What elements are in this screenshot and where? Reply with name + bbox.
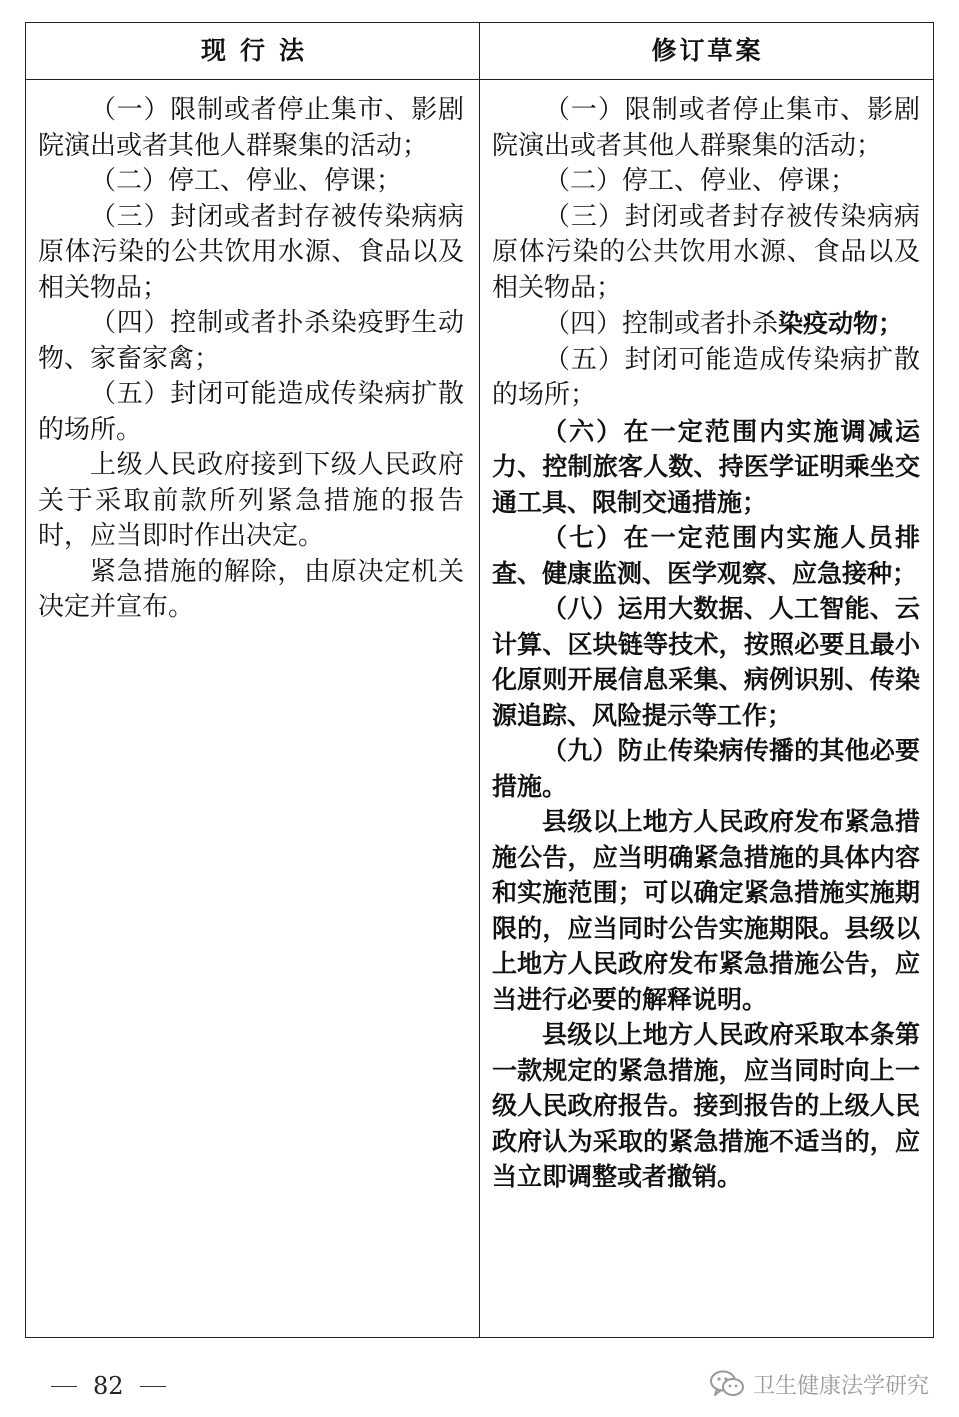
draft-paragraph-10: 县级以上地方人民政府发布紧急措施公告，应当明确紧急措施的具体内容和实施范围；可以确定紧急措施实施期限的，应当同时公告实施期限。县级以上地方人民政府发布紧急措施公告，应当进行必要的解释说明。	[492, 807, 920, 1014]
draft-paragraph-6: （六）在一定范围内实施调减运力、控制旅客人数、持医学证明乘坐交通工具、限制交通措施；	[492, 416, 920, 517]
draft-paragraph-8: （八）运用大数据、人工智能、云计算、区块链等技术，按照必要且最小化原则开展信息采集、病例识别、传染源追踪、风险提示等工作；	[492, 594, 920, 730]
page-footer	[35, 1366, 182, 1406]
draft-paragraph-3: （三）封闭或者封存被传染病病原体污染的公共饮用水源、食品以及相关物品；	[492, 201, 920, 303]
header-revised-draft: 修订草案	[651, 36, 764, 65]
draft-paragraph-9: （九）防止传染病传播的其他必要措施。	[492, 736, 920, 801]
draft-paragraph-4-text: （四）控制或者扑杀	[544, 309, 779, 339]
draft-paragraph-5: （五）封闭可能造成传染病扩散的场所；	[492, 344, 920, 410]
wechat-icon	[709, 1369, 745, 1399]
draft-paragraph-7: （七）在一定范围内实施人员排查、健康监测、医学观察、应急接种；	[492, 523, 920, 588]
watermark-text: 卫生健康法学研究	[752, 1373, 929, 1399]
revised-draft-column	[492, 93, 920, 1195]
current-law-paragraph: （三）封闭或者封存被传染病病原体污染的公共饮用水源、食品以及相关物品；	[38, 201, 464, 303]
current-law-paragraph: （五）封闭可能造成传染病扩散的场所。	[38, 379, 464, 445]
footer-dash-left	[51, 1386, 77, 1387]
current-law-paragraph: 紧急措施的解除，由原决定机关决定并宣布。	[38, 556, 464, 622]
page-number: 82	[93, 1372, 124, 1400]
draft-paragraph-4-emphasis: 染疫动物；	[778, 309, 904, 338]
draft-paragraph-11: 县级以上地方人民政府采取本条第一款规定的紧急措施，应当同时向上一级人民政府报告。接到报告的上级人民政府认为采取的紧急措施不适当的，应当立即调整或者撤销。	[492, 1020, 920, 1191]
draft-paragraph-4	[492, 306, 920, 343]
current-law-paragraph: （四）控制或者扑杀染疫野生动物、家畜家禽；	[38, 308, 464, 374]
current-law-column	[38, 93, 464, 626]
draft-paragraph-2: （二）停工、停业、停课；	[544, 166, 857, 196]
draft-paragraph-1: （一）限制或者停止集市、影剧院演出或者其他人群聚集的活动；	[492, 95, 920, 161]
comparison-table	[25, 22, 934, 1338]
footer-dash-right	[140, 1386, 166, 1387]
header-current-law: 现行法	[200, 36, 318, 65]
current-law-paragraph: （一）限制或者停止集市、影剧院演出或者其他人群聚集的活动；	[38, 95, 464, 161]
current-law-paragraph: （二）停工、停业、停课；	[90, 166, 403, 196]
current-law-paragraph: 上级人民政府接到下级人民政府关于采取前款所列紧急措施的报告时，应当即时作出决定。	[38, 450, 464, 551]
column-divider	[479, 23, 480, 1337]
watermark	[709, 1362, 929, 1406]
